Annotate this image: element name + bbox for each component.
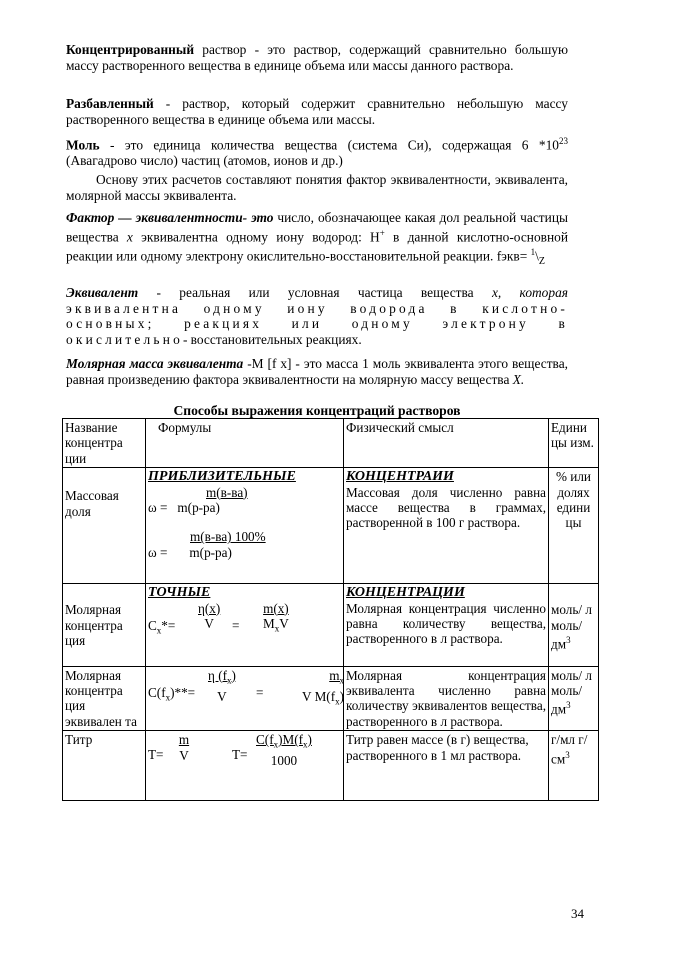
titre-n2-sub2: x — [303, 739, 308, 750]
row-molar-equivalent-formulas — [146, 666, 344, 731]
table-row — [63, 731, 599, 801]
factor-x: x — [126, 229, 133, 245]
titre-lhs1: T= — [148, 747, 164, 763]
eq-n1-tail: ) — [231, 667, 236, 683]
titre-n2: C(f — [256, 732, 274, 748]
paragraph-equivalence-factor — [66, 210, 568, 269]
f1-numerator: m(в-ва) — [206, 484, 248, 500]
eq-n1: η (f — [208, 667, 227, 683]
row-titre-meaning: Титр равен массе (в г) вещества, растворенного в 1 мл раствора. — [344, 731, 549, 801]
header-formulas: Формулы — [146, 419, 344, 468]
row-molar-equivalent-name: Молярная концентра ция эквивален та — [63, 666, 146, 731]
eq-n2-sub: x — [339, 675, 344, 686]
factor-z: Z — [538, 255, 545, 267]
term-concentrated: Концентрированный — [66, 42, 195, 57]
concentration-table — [62, 418, 599, 801]
row-molar-units — [549, 584, 599, 666]
basis-text: Основу этих расчетов составляют понятия фактор эквивалентности, эквивалента, молярной массы эквивалента. — [66, 172, 568, 203]
eq-lhs-sub: x — [165, 692, 171, 703]
definition-diluted: - раствор, который содержит сравнительно небольшую массу растворенного вещества в единице объема или массы. — [66, 96, 568, 127]
titre-n2-tail: ) — [307, 732, 312, 748]
titre-lhs2: T= — [232, 747, 248, 763]
titre-units: г/мл г/см — [551, 732, 588, 767]
row-mass-fraction-meaning — [344, 468, 549, 584]
eq-lhs-tail: )**= — [170, 684, 196, 700]
formula-header-exact: ТОЧНЫЕ — [148, 585, 211, 601]
definition-concentrated: раствор - это раствор, содержащий сравнительно большую массу растворенного вещества в единице объема или массы данного раствора. — [66, 42, 568, 73]
molar-meaning: Молярная концентрация численно равна количеству вещества, растворенного в л раствора. — [346, 600, 546, 647]
f1-lhs: ω = — [148, 500, 168, 516]
row-mass-fraction-formulas — [146, 468, 344, 584]
factor-one: 1 — [530, 246, 536, 257]
paragraph-basis — [66, 172, 568, 203]
row-molar-equivalent-units — [549, 666, 599, 731]
eq-units-exp: 3 — [566, 700, 571, 711]
term-molar-mass-equivalent: Молярная масса эквивалента — [66, 356, 244, 371]
molar-units-exp: 3 — [566, 635, 571, 646]
molar-n2: m(x) — [263, 600, 289, 616]
formula-header-approx: ПРИБЛИЗИТЕЛЬНЫЕ — [148, 469, 296, 485]
equivalent-text-b: восстановительных реакциях. — [190, 331, 362, 347]
paragraph-diluted — [66, 96, 568, 127]
header-units: Едини цы изм. — [549, 419, 599, 468]
term-diluted: Разбавленный — [66, 96, 154, 111]
mass-fraction-meaning: Массовая доля численно равна массе вещества в граммах, растворенной в 100 г раствора. — [346, 484, 546, 531]
header-name: Название концентра ции — [63, 419, 146, 468]
titre-n2-mid: )M(f — [278, 732, 303, 748]
definition-mole-a: - это единица количества вещества (система Си), содержащая 6 *10 — [99, 137, 559, 153]
f2-numerator: m(в-ва) 100% — [190, 529, 266, 545]
molar-equals: = — [232, 617, 240, 633]
f2-lhs: ω = — [148, 544, 168, 560]
titre-n2-sub: x — [273, 739, 279, 750]
row-molar-meaning — [344, 584, 549, 666]
factor-text-a: число, обозначающее какая дол реальной частицы вещества — [66, 210, 568, 245]
definition-mole-b: (Авагадрово число) частиц (атомов, ионов и др.) — [66, 153, 343, 169]
equivalent-text-a: - реальная или условная частица вещества — [138, 285, 492, 300]
table-row — [63, 666, 599, 731]
equivalent-spaced: эквивалентна одному иону водорода в кислотно-основных; реакциях или одному электрону в окислительно- — [66, 300, 568, 347]
titre-units-exp: 3 — [565, 749, 570, 760]
row-titre-formulas — [146, 731, 344, 801]
eq-d2: V M(f — [302, 688, 336, 704]
molar-mass-x: X. — [512, 371, 525, 387]
factor-slash: \ — [535, 248, 539, 264]
molar-d2: M — [263, 616, 275, 632]
eq-d2-sub: x — [335, 696, 340, 707]
row-mass-fraction-units: % или долях едини цы — [549, 468, 599, 584]
eq-d2-tail: ) — [339, 688, 344, 704]
table-row — [63, 584, 599, 666]
exponent-23: 23 — [559, 136, 568, 146]
table-header-row — [63, 419, 599, 468]
eq-equals: = — [256, 684, 264, 700]
factor-text-b: эквивалентна одному иону водород: H — [132, 229, 380, 245]
titre-n1: m — [178, 732, 190, 748]
row-titre-units — [549, 731, 599, 801]
molar-d2-sub: x — [274, 623, 280, 634]
paragraph-mole — [66, 134, 568, 169]
paragraph-equivalent — [66, 285, 568, 347]
molar-lhs-sub: x — [156, 625, 162, 636]
header-meaning: Физический смысл — [344, 419, 549, 468]
meaning-header-concentrations: КОНЦЕНТРАИИ — [346, 469, 454, 485]
row-molar-name: Молярная концентра ция — [63, 584, 146, 666]
term-equivalent: Эквивалент — [66, 285, 139, 300]
table-row — [63, 468, 599, 584]
eq-d1: V — [217, 688, 227, 704]
molar-d1: V — [204, 616, 214, 632]
molar-d2-tail: V — [279, 616, 289, 632]
row-molar-formulas — [146, 584, 344, 666]
titre-d2: 1000 — [270, 753, 298, 769]
molar-lhs: C — [148, 617, 157, 633]
f2-denominator: m(р-ра) — [189, 544, 232, 560]
row-molar-equivalent-meaning: Молярная концентрация эквивалента численно равна количеству эквивалентов вещества, растворенного в л раствора. — [344, 666, 549, 731]
molar-mass-text: -М [f x] - это масса 1 моль эквивалента этого вещества, равная произведению фактора эквивалентности на молярную массу вещества — [66, 356, 568, 387]
equivalent-italic: х, которая — [491, 285, 568, 300]
paragraph-concentrated — [66, 42, 568, 73]
paragraph-molar-mass-equivalent — [66, 356, 568, 387]
titre-d1: V — [179, 747, 189, 763]
f1-denominator: m(р-ра) — [177, 500, 220, 516]
term-mole: Моль — [66, 137, 100, 153]
meaning-header-concentrations-2: КОНЦЕНТРАЦИИ — [346, 585, 465, 601]
term-equivalence-factor: Фактор — эквивалентности- это — [66, 210, 274, 225]
eq-n2: m — [329, 667, 340, 683]
row-mass-fraction-name: Массовая доля — [63, 468, 146, 584]
row-titre-name: Титр — [63, 731, 146, 801]
table-title: Способы выражения концентраций растворов — [173, 403, 461, 418]
page-number: 34 — [571, 906, 584, 921]
molar-lhs-tail: *= — [161, 617, 176, 633]
eq-n1-sub: x — [226, 675, 232, 686]
molar-n1: η(x) — [198, 600, 221, 616]
eq-units: моль/ л моль/ дм — [551, 667, 592, 717]
molar-units: моль/ л моль/ дм — [551, 602, 592, 652]
factor-text-c: в данной кислотно-основной реакции или одному электрону окислительно-восстановительной реакции. fэкв= — [66, 229, 568, 264]
eq-lhs: C(f — [148, 684, 166, 700]
plus-sign: + — [379, 227, 385, 238]
